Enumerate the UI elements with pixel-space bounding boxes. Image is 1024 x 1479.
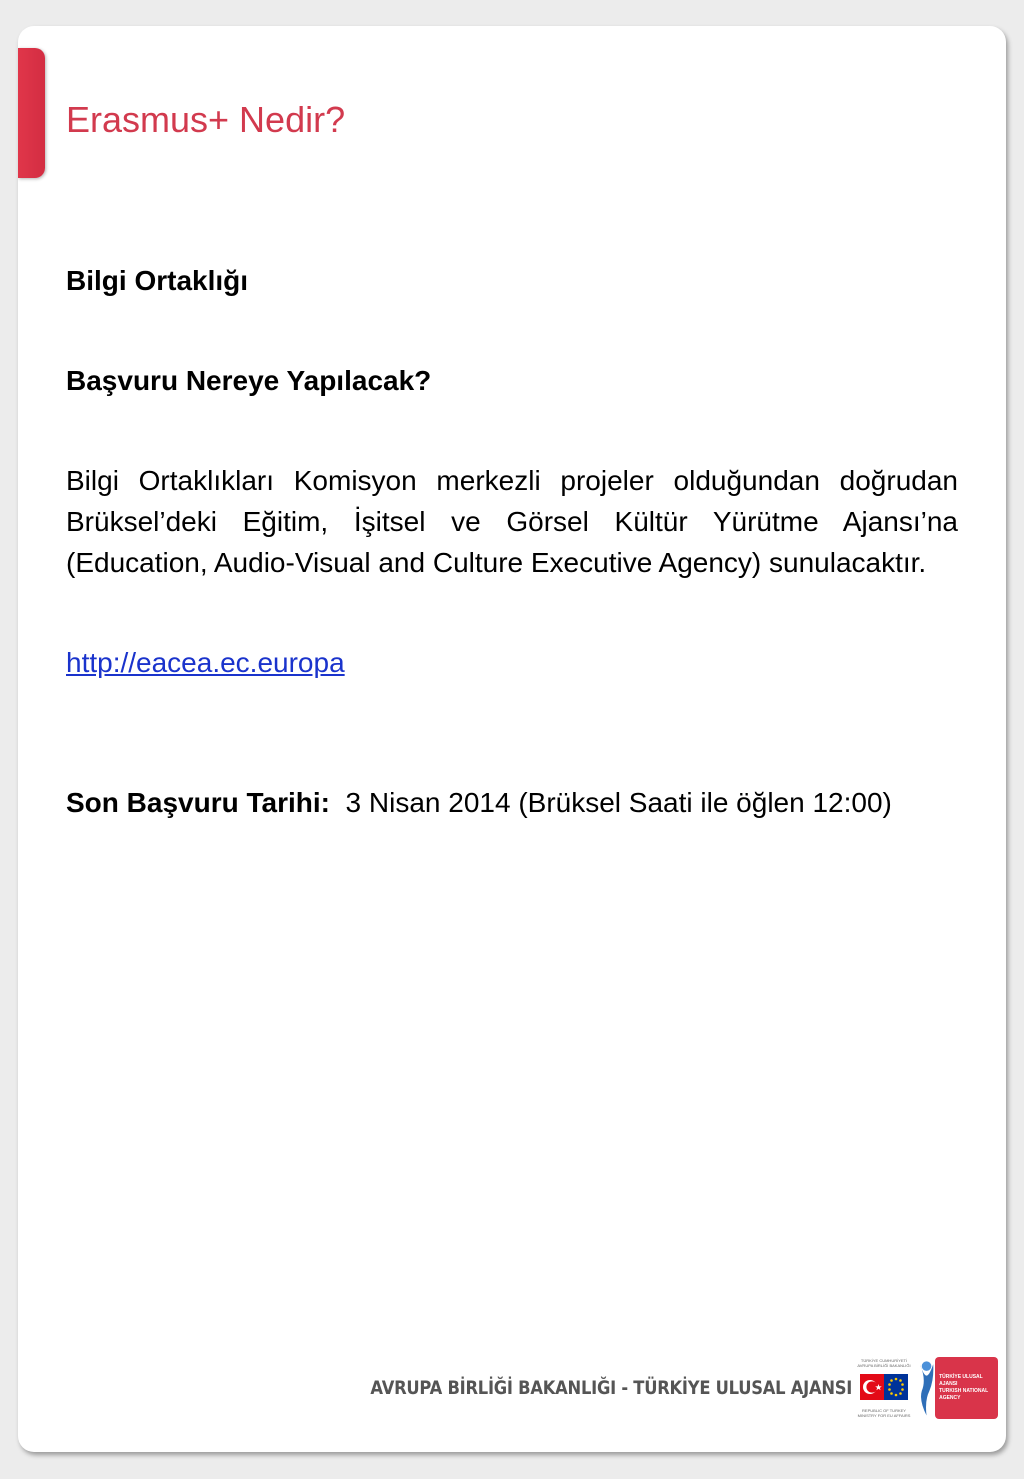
link-paragraph [66,642,958,683]
ministry-logo [856,1346,912,1430]
body-paragraph: Bilgi Ortaklıkları Komisyon merkezli projeler olduğundan doğrudan Brüksel’deki Eğitim, İşitsel ve Görsel Kültür Yürütme Ajansı’na (Education, Audio-Visual and Culture Executive Agency) sunulacaktır. [66,465,958,578]
national-agency-logo [918,1350,998,1426]
ministry-logo-top-text: TÜRKİYE CUMHURİYETİ AVRUPA BİRLİĞİ BAKANLIĞI [857,1358,911,1368]
deadline-label: Son Başvuru Tarihi: [66,787,330,818]
agency-logo-box [935,1357,998,1419]
slide-content [66,260,958,823]
footer [292,1346,998,1430]
ministry-flags-icon [859,1368,909,1408]
footer-text: AVRUPA BİRLİĞİ BAKANLIĞI - TÜRKİYE ULUSAL AJANSI [370,1377,852,1399]
section-heading: Bilgi Ortaklığı [66,265,249,296]
ministry-logo-bottom-text: REPUBLIC OF TURKEY MINISTRY FOR EU AFFAIRS [857,1408,911,1418]
eacea-link[interactable]: http://eacea.ec.europa [66,647,345,678]
figure-icon [918,1357,935,1419]
deadline-paragraph [66,782,958,823]
agency-logo-line1: TÜRKİYE ULUSAL AJANSI [939,1374,983,1387]
deadline-value: 3 Nisan 2014 (Brüksel Saati ile öğlen 12:00) [345,787,892,818]
accent-tab [18,48,45,178]
subsection-heading: Başvuru Nereye Yapılacak? [66,365,432,396]
slide-title: Erasmus+ Nedir? [66,99,346,140]
agency-logo-line2: TURKISH NATIONAL AGENCY [939,1388,989,1401]
slide [18,26,1006,1452]
